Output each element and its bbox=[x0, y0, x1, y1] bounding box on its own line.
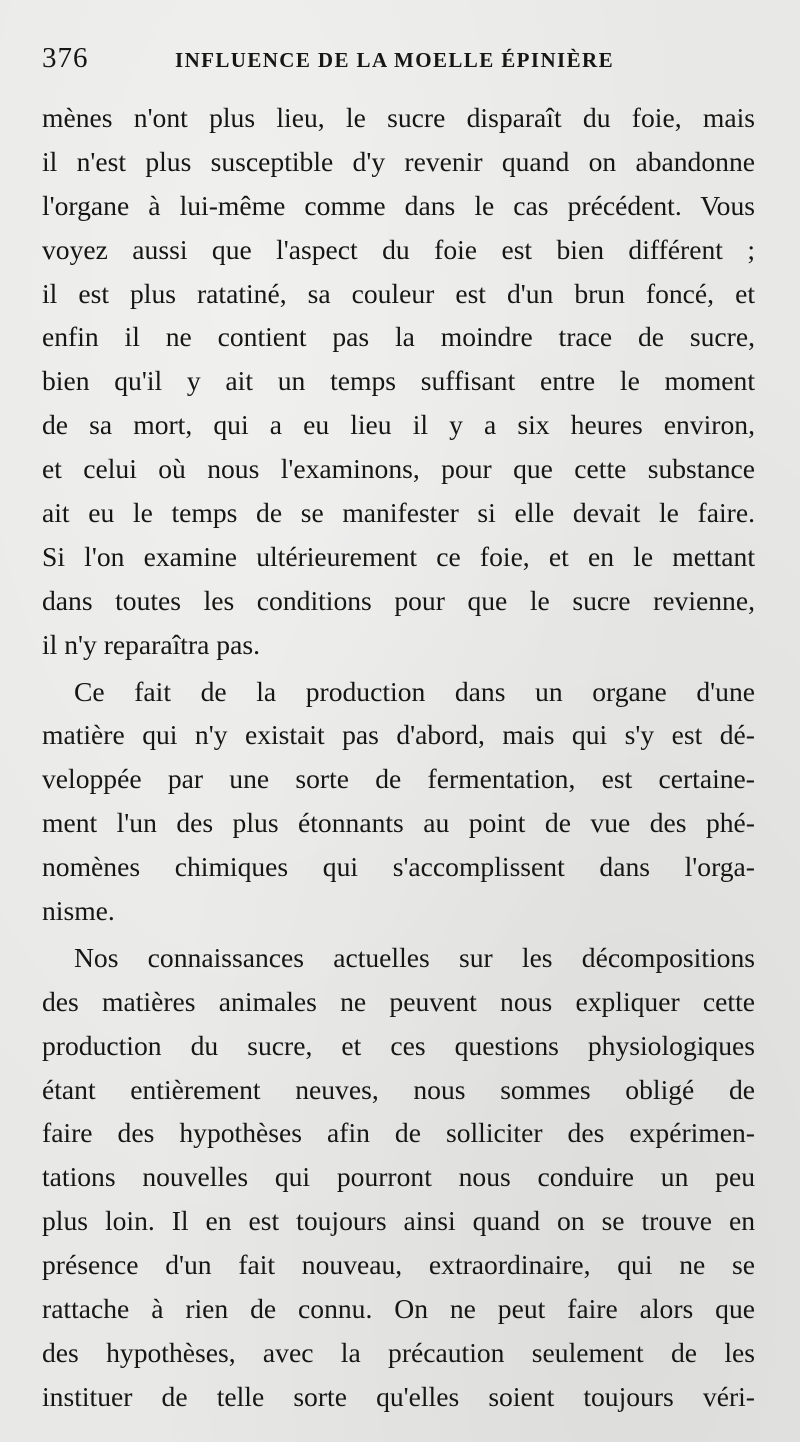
paragraph bbox=[42, 936, 755, 1419]
text-line: de sa mort, qui a eu lieu il y a six heures environ, bbox=[42, 409, 755, 441]
text-line: rattache à rien de connu. On ne peut faire alors que bbox=[42, 1293, 755, 1325]
text-line: plus loin. Il en est toujours ainsi quand on se trouve en bbox=[42, 1205, 755, 1237]
running-title: INFLUENCE DE LA MOELLE ÉPINIÈRE bbox=[175, 48, 614, 72]
text-line: l'organe à lui-même comme dans le cas précédent. Vous bbox=[42, 189, 755, 221]
text-line: présence d'un fait nouveau, extraordinaire, qui ne se bbox=[42, 1249, 755, 1281]
text-line: ait eu le temps de se manifester si elle devait le faire. bbox=[42, 497, 755, 529]
text-line: enfin il ne contient pas la moindre trace de sucre, bbox=[42, 321, 755, 353]
text-line: production du sucre, et ces questions physiologiques bbox=[42, 1029, 755, 1061]
page-header bbox=[42, 38, 762, 82]
text-line: ment l'un des plus étonnants au point de vue des phé- bbox=[42, 807, 755, 839]
text-line: faire des hypothèses afin de solliciter des expérimen- bbox=[42, 1117, 755, 1149]
text-line: voyez aussi que l'aspect du foie est bien différent ; bbox=[42, 233, 755, 265]
text-line: il est plus ratatiné, sa couleur est d'un brun foncé, et bbox=[42, 277, 755, 309]
text-line: il n'y reparaîtra pas. bbox=[42, 628, 260, 660]
page-number: 376 bbox=[42, 42, 89, 74]
text-line: dans toutes les conditions pour que le sucre revienne, bbox=[42, 584, 755, 616]
text-line: des hypothèses, avec la précaution seulement de les bbox=[42, 1336, 755, 1368]
text-line: tations nouvelles qui pourront nous conduire un peu bbox=[42, 1161, 755, 1193]
text-line: il n'est plus susceptible d'y revenir quand on abandonne bbox=[42, 145, 755, 177]
text-line: bien qu'il y ait un temps suffisant entre le moment bbox=[42, 365, 755, 397]
text-line: et celui où nous l'examinons, pour que cette substance bbox=[42, 453, 755, 485]
text-line: Ce fait de la production dans un organe d'une bbox=[74, 675, 755, 707]
text-line: nomènes chimiques qui s'accomplissent dans l'orga- bbox=[42, 851, 755, 883]
paragraph bbox=[42, 670, 755, 933]
paragraph bbox=[42, 96, 755, 667]
text-line: matière qui n'y existait pas d'abord, mais qui s'y est dé- bbox=[42, 719, 755, 751]
text-line: mènes n'ont plus lieu, le sucre disparaît du foie, mais bbox=[42, 102, 755, 133]
text-line: étant entièrement neuves, nous sommes obligé de bbox=[42, 1073, 755, 1105]
text-line: instituer de telle sorte qu'elles soient toujours véri- bbox=[42, 1380, 755, 1412]
text-line: des matières animales ne peuvent nous expliquer cette bbox=[42, 985, 755, 1017]
text-line: veloppée par une sorte de fermentation, est certaine- bbox=[42, 763, 755, 795]
text-line: Si l'on examine ultérieurement ce foie, et en le mettant bbox=[42, 540, 755, 572]
body-text bbox=[42, 96, 755, 1419]
text-line: Nos connaissances actuelles sur les décompositions bbox=[74, 941, 755, 973]
text-line: nisme. bbox=[42, 895, 115, 927]
